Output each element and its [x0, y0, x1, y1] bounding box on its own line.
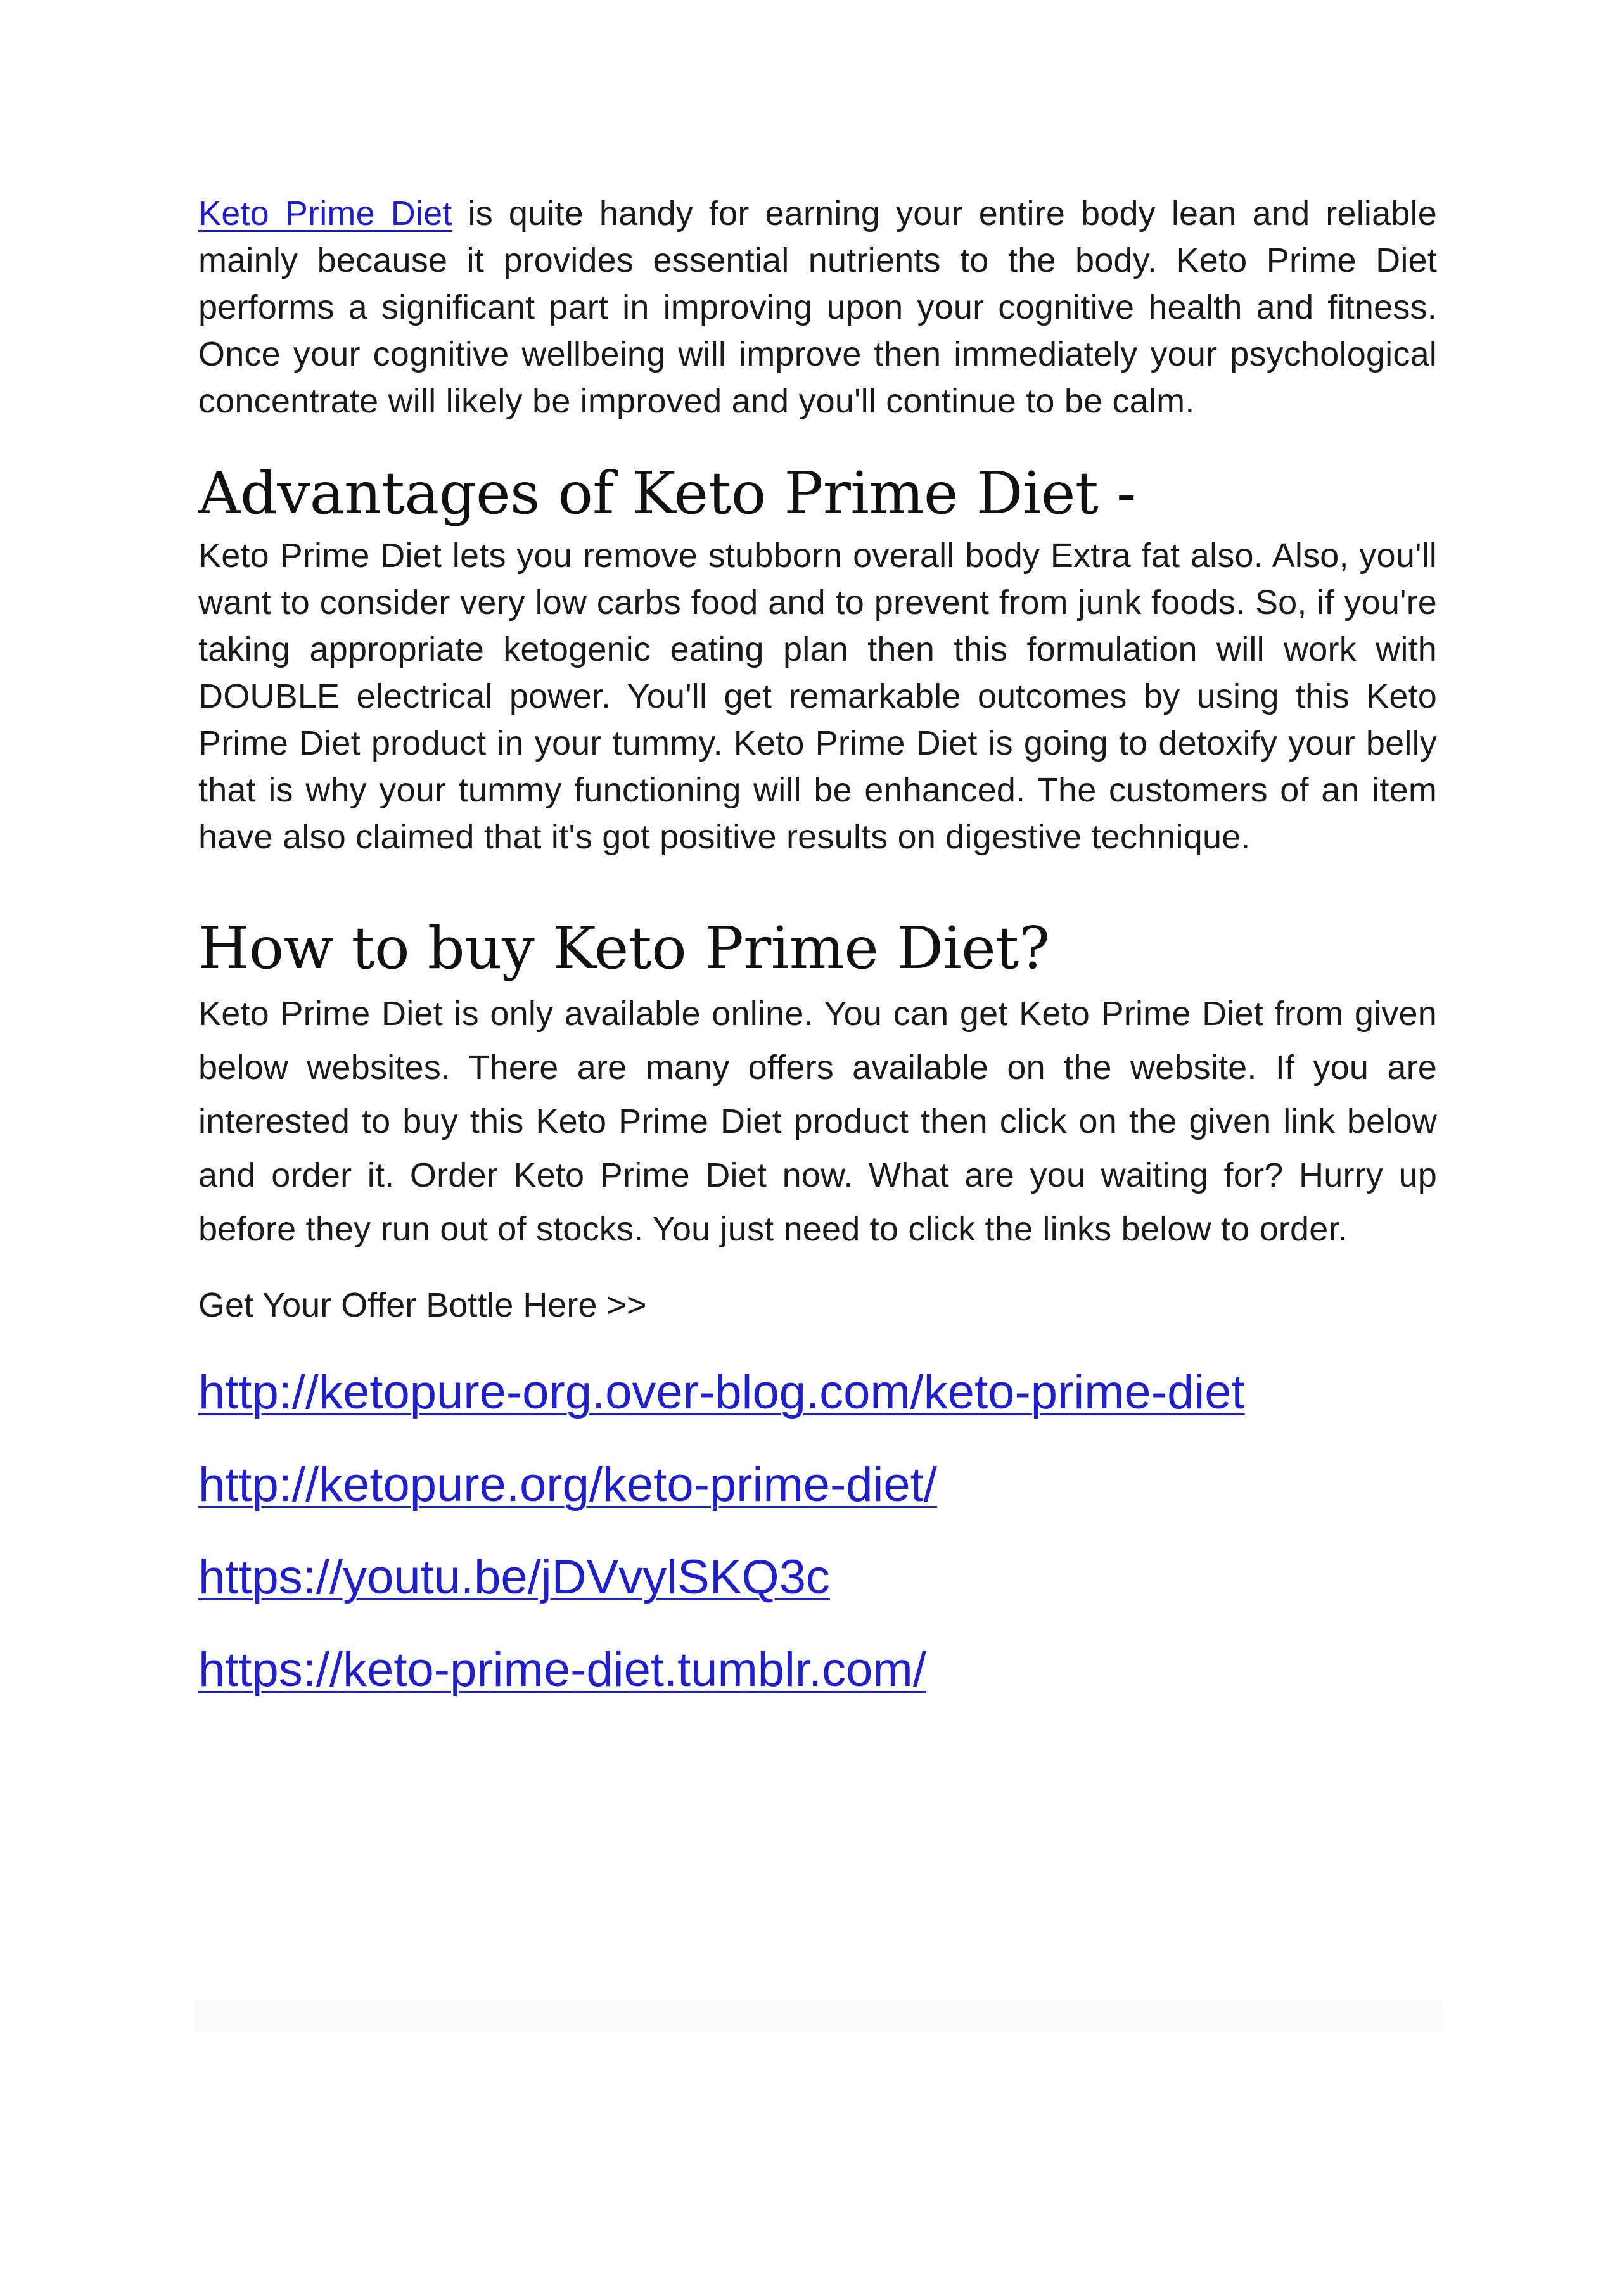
intro-text: is quite handy for earning your entire body lean and reliable mainly because it provides essential nutrients to the body. Keto Prime Diet performs a significant part in improving upon your cognitive health and fitness. Once your cognitive wellbeing will improve then immediately your psychological concentrate will likely be improved and you'll continue to be calm. [198, 195, 1437, 420]
offer-link-tumblr[interactable]: https://keto-prime-diet.tumblr.com/ [198, 1643, 926, 1697]
advantages-heading: Advantages of Keto Prime Diet - [198, 459, 1136, 527]
advantages-paragraph: Keto Prime Diet lets you remove stubborn overall body Extra fat also. Also, you'll want to consider very low carbs food and to prevent from junk foods. So, if you're taking appropriate ketogenic eating plan then this formulation will work with DOUBLE electrical power. You'll get remarkable outcomes by using this Keto Prime Diet product in your tummy. Keto Prime Diet is going to detoxify your belly that is why your tummy functioning will be enhanced. The customers of an item have also claimed that it's got positive results on digestive technique. [198, 537, 1437, 856]
how-to-buy-heading: How to buy Keto Prime Diet? [198, 914, 1050, 982]
offer-links-list [198, 1346, 1437, 1716]
document-page [198, 190, 1437, 1716]
offer-link-youtube[interactable]: https://youtu.be/jDVvylSKQ3c [198, 1550, 830, 1604]
offer-link-overblog[interactable]: http://ketopure-org.over-blog.com/keto-prime-diet [198, 1365, 1245, 1419]
offer-text: Get Your Offer Bottle Here >> [198, 1286, 647, 1324]
offer-link-ketopure[interactable]: http://ketopure.org/keto-prime-diet/ [198, 1458, 937, 1512]
intro-product-link[interactable]: Keto Prime Diet [198, 195, 452, 233]
how-to-buy-paragraph: Keto Prime Diet is only available online. You can get Keto Prime Diet from given below websites. There are many offers available on the website. If you are interested to buy this Keto Prime Diet product then click on the given link below and order it. Order Keto Prime Diet now. What are you waiting for? Hurry up before they run out of stocks. You just need to click the links below to order. [198, 995, 1437, 1248]
footer-band [193, 1999, 1441, 2032]
intro-paragraph [198, 190, 1437, 424]
